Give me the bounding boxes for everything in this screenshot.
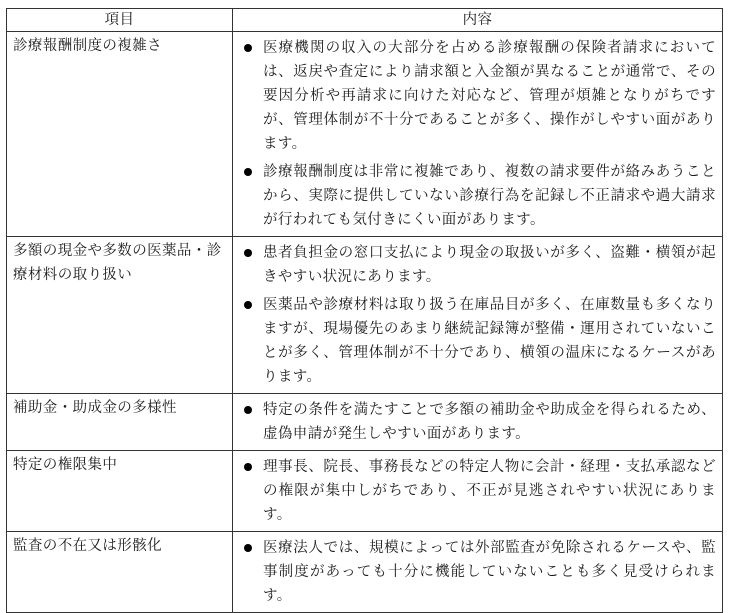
row-item-label: 多額の現金や多数の医薬品・診療材料の取り扱い <box>7 237 233 394</box>
row-item-label: 監査の不在又は形骸化 <box>7 532 233 613</box>
table-row <box>7 451 723 532</box>
bullet-item <box>237 241 716 289</box>
bullet-dot-icon <box>237 293 259 309</box>
header-content: 内容 <box>233 9 723 32</box>
row-content <box>233 32 723 237</box>
bullet-item <box>237 160 716 232</box>
table-row <box>7 32 723 237</box>
row-item-label: 補助金・助成金の多様性 <box>7 394 233 451</box>
bullet-dot-icon <box>237 160 259 176</box>
row-content <box>233 237 723 394</box>
bullet-dot-icon <box>237 536 259 552</box>
bullet-text: 医薬品や診療材料は取り扱う在庫品目が多く、在庫数量も多くなりますが、現場優先のあまり継続記録簿が整備・運用されていないことが多く、管理体制が不十分であり、横領の温床になるケースがあります。 <box>263 297 716 385</box>
row-content <box>233 394 723 451</box>
bullet-item <box>237 536 716 608</box>
bullet-text: 特定の条件を満たすことで多額の補助金や助成金を得られるため、虚偽申請が発生しやすい面があります。 <box>263 402 716 442</box>
bullet-list <box>237 536 716 608</box>
bullet-list <box>237 36 716 232</box>
table-row <box>7 532 723 613</box>
table-row <box>7 237 723 394</box>
bullet-list <box>237 398 716 446</box>
row-content <box>233 451 723 532</box>
header-row <box>7 9 723 32</box>
bullet-item <box>237 293 716 389</box>
bullet-dot-icon <box>237 241 259 257</box>
bullet-dot-icon <box>237 36 259 52</box>
bullet-text: 診療報酬制度は非常に複雑であり、複数の請求要件が絡みあうことから、実際に提供していない診療行為を記録し不正請求や過大請求が行われても気付きにくい面があります。 <box>263 164 716 228</box>
bullet-dot-icon <box>237 398 259 414</box>
risk-table <box>6 8 723 613</box>
bullet-list <box>237 455 716 527</box>
row-content <box>233 532 723 613</box>
bullet-text: 理事長、院長、事務長などの特定人物に会計・経理・支払承認などの権限が集中しがちであり、不正が見逃されやすい状況にあります。 <box>263 459 716 523</box>
row-item-label: 特定の権限集中 <box>7 451 233 532</box>
bullet-list <box>237 241 716 389</box>
bullet-text: 医療機関の収入の大部分を占める診療報酬の保険者請求においては、返戻や査定により請求額と入金額が異なることが通常で、その要因分析や再請求に向けた対応など、管理が煩雑となりがちですが、管理体制が不十分であることが多く、操作がしやすい面があります。 <box>263 40 716 152</box>
bullet-dot-icon <box>237 455 259 471</box>
header-item: 項目 <box>7 9 233 32</box>
bullet-item <box>237 36 716 156</box>
table-row <box>7 394 723 451</box>
table-body <box>7 32 723 613</box>
bullet-text: 患者負担金の窓口支払により現金の取扱いが多く、盗難・横領が起きやすい状況にあります。 <box>263 245 716 285</box>
bullet-item <box>237 398 716 446</box>
bullet-text: 医療法人では、規模によっては外部監査が免除されるケースや、監事制度があっても十分に機能していないことも多く見受けられます。 <box>263 540 716 604</box>
bullet-item <box>237 455 716 527</box>
row-item-label: 診療報酬制度の複雑さ <box>7 32 233 237</box>
